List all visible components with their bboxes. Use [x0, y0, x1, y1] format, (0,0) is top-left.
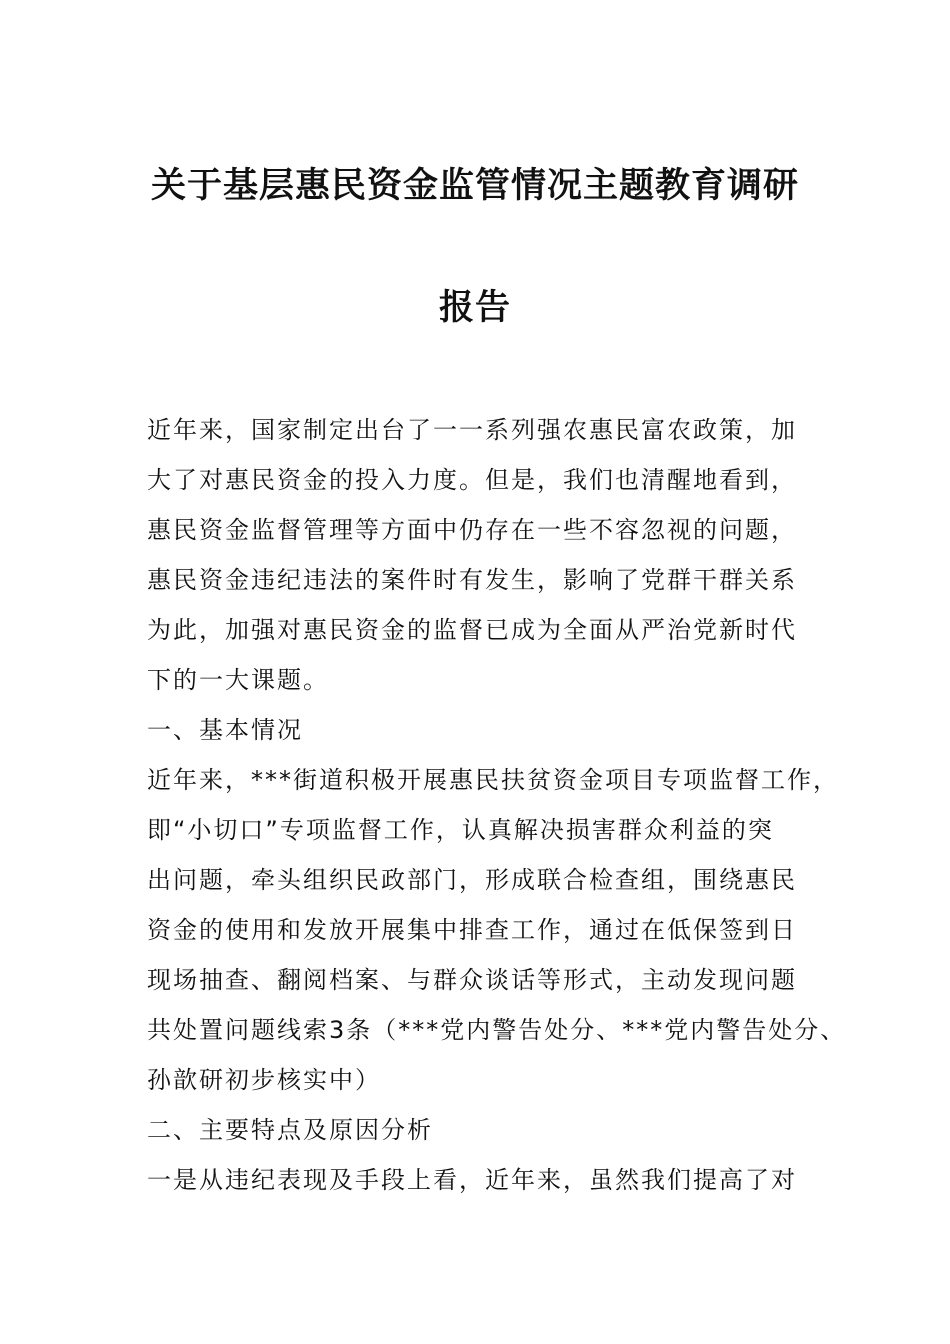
body-line: 现场抽查、翻阅档案、与群众谈话等形式，主动发现问题: [147, 966, 797, 994]
body-line: 即“小切口”专项监督工作，认真解决损害群众利益的突: [147, 816, 774, 844]
document-title-line-2: 报告: [438, 287, 511, 328]
document-title-line-1: 关于基层惠民资金监管情况主题教育调研: [150, 165, 799, 206]
body-line: 为此，加强对惠民资金的监督已成为全面从严治党新时代: [147, 616, 797, 644]
body-line: 惠民资金违纪违法的案件时有发生，影响了党群干群关系: [147, 566, 797, 594]
body-line: 一是从违纪表现及手段上看，近年来，虽然我们提高了对: [147, 1166, 797, 1194]
section-heading: 二、主要特点及原因分析: [147, 1116, 433, 1144]
body-line: 大了对惠民资金的投入力度。但是，我们也清醒地看到，: [147, 466, 797, 494]
body-line: 出问题，牵头组织民政部门，形成联合检查组，围绕惠民: [147, 866, 797, 894]
body-line: 近年来，***街道积极开展惠民扶贫资金项目专项监督工作，: [147, 766, 839, 794]
body-line: 资金的使用和发放开展集中排查工作，通过在低保签到日: [147, 916, 797, 944]
body-line: 近年来，国家制定出台了一一系列强农惠民富农政策，加: [147, 416, 797, 444]
body-line: 惠民资金监督管理等方面中仍存在一些不容忽视的问题，: [147, 516, 797, 544]
section-heading: 一、基本情况: [147, 716, 303, 744]
body-line: 孙歆研初步核实中）: [147, 1066, 381, 1094]
body-line: 下的一大课题。: [147, 666, 329, 694]
body-line: 共处置问题线索3条（***党内警告处分、***党内警告处分、: [147, 1016, 847, 1044]
